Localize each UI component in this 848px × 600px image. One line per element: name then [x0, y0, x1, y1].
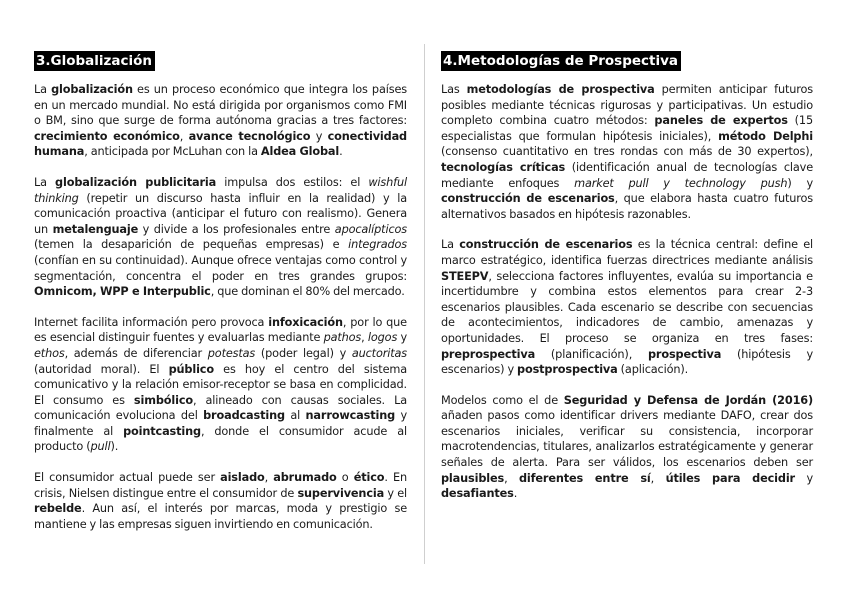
bold-term: Seguridad y Defensa de Jordán (2016): [563, 393, 813, 407]
text-run: (temen la desaparición de pequeñas empresas) e: [34, 238, 349, 252]
text-run: , además de diferenciar: [64, 346, 208, 360]
bold-term: aislado: [220, 471, 265, 485]
text-run: . Aun así, el interés por marcas, moda y prestigio se mantiene y las empresas siguen invirtiendo en comunicación.: [34, 502, 407, 531]
text-run: (15 especialistas que formulan hipótesis iniciales),: [441, 114, 813, 143]
section-heading-globalizacion: 3.Globalización: [34, 51, 155, 71]
right-column: [441, 50, 813, 517]
paragraph-1: [441, 82, 813, 222]
bold-term: método Delphi: [718, 129, 813, 143]
column-divider: [424, 44, 425, 564]
bold-term: infoxicación: [268, 315, 343, 329]
paragraph-3: [441, 393, 813, 502]
text-run: ,: [504, 471, 519, 485]
bold-term: pointcasting: [123, 424, 201, 438]
text-run: es la técnica central: define el marco estratégico, identifica fuerzas directrices mediante análisis: [441, 238, 813, 267]
text-run: (identificación anual de tecnologías clave mediante enfoques: [441, 160, 813, 190]
text-run: y finalmente al: [34, 409, 408, 438]
text-run: , donde el consumidor acude al producto (: [34, 424, 407, 454]
paragraph-1: [34, 82, 407, 160]
text-run: (consenso cuantitativo en tres rondas con más de 30 expertos),: [441, 145, 813, 159]
text-run: ,: [650, 471, 666, 485]
text-run: , por lo que es esencial distinguir fuentes y evaluarlas mediante: [34, 315, 407, 345]
text-run: , alineado con causas sociales. La comunicación evoluciona del: [34, 393, 407, 423]
italic-term: logos: [367, 331, 398, 345]
italic-term: wishful thinking: [34, 175, 407, 205]
text-run: añaden pasos como identificar drivers mediante DAFO, crear dos escenarios iniciales, verificar su consistencia, incorporar macrotendencias, titulares, analizarlos estratégicamente y generar señales de alerta. Para ser válidos, los escenarios deben ser: [441, 409, 813, 470]
text-run: ,: [361, 331, 368, 345]
bold-term: desafiantes: [441, 487, 514, 501]
bold-term: útiles para decidir: [665, 471, 795, 485]
bold-term: paneles de expertos: [654, 114, 788, 128]
text-run: Modelos como el de: [441, 393, 564, 407]
bold-term: rebelde: [34, 502, 82, 516]
text-run: (planificación),: [535, 347, 648, 361]
bold-term: diferentes entre sí: [519, 471, 651, 485]
text-run: La: [34, 175, 56, 189]
text-run: El consumidor actual puede ser: [34, 471, 221, 485]
bold-term: globalización: [51, 83, 133, 96]
paragraph-2: [441, 237, 813, 377]
text-run: ,: [179, 129, 189, 143]
italic-term: market pull y technology push: [574, 176, 788, 190]
bold-term: conectividad humana: [34, 129, 407, 159]
bold-term: construcción de escenarios: [459, 238, 633, 252]
bold-term: broadcasting: [203, 409, 285, 423]
text-run: , que elabora hasta cuatro futuros alternativos basados en hipótesis razonables.: [441, 192, 813, 221]
italic-term: ethos: [34, 346, 65, 360]
italic-term: pull: [90, 440, 111, 454]
bold-term: construcción de escenarios: [441, 192, 615, 206]
text-run: permiten anticipar futuros posibles mediante técnicas rigurosas y participativas. Un estudio completo combina cuatro métodos:: [441, 83, 813, 128]
text-run: (repetir un discurso hasta influir en la realidad) y la comunicación proactiva (anticipar el futuro con realismo). Genera un: [34, 191, 407, 236]
text-run: es hoy el centro del sistema comunicativo y la relación emisor-receptor se basa en complicidad. El consumo es: [34, 362, 407, 407]
text-run: y: [397, 331, 408, 345]
bold-term: postprospectiva: [517, 363, 618, 377]
bold-term: STEEPV: [441, 269, 489, 283]
left-column: [34, 50, 407, 547]
italic-term: pathos: [323, 331, 362, 345]
bold-term: preprospectiva: [441, 347, 536, 361]
bold-term: tecnologías críticas: [441, 160, 566, 174]
text-run: (hipótesis y escenarios) y: [441, 347, 813, 377]
bold-term: público: [168, 362, 214, 376]
bold-term: avance tecnológico: [188, 129, 311, 143]
text-run: (confían en su continuidad). Aunque ofrece ventajas como control y segmentación, concentra el poder en tres grandes grupos:: [34, 253, 407, 283]
text-run: ,: [264, 471, 274, 485]
bold-term: metodologías de prospectiva: [466, 83, 655, 96]
bold-term: plausibles: [441, 471, 505, 485]
text-run: ) y: [787, 176, 814, 190]
text-run: (poder legal) y: [255, 346, 352, 360]
bold-term: abrumado: [273, 471, 337, 485]
text-run: La: [34, 83, 52, 96]
bold-term: globalización publicitaria: [55, 175, 217, 189]
bold-term: crecimiento económico: [34, 129, 180, 143]
text-run: y: [310, 129, 328, 143]
text-run: ).: [110, 440, 119, 454]
bold-term: prospectiva: [647, 347, 722, 361]
italic-term: potestas: [207, 346, 256, 360]
text-run: impulsa dos estilos: el: [216, 175, 369, 189]
paragraph-2: [34, 175, 407, 300]
bold-term: supervivencia: [297, 486, 385, 500]
text-run: , que dominan el 80% del mercado.: [210, 285, 405, 299]
bold-term: metalenguaje: [52, 222, 139, 236]
section-heading-prospectiva: 4.Metodologías de Prospectiva: [441, 51, 681, 71]
italic-term: apocalípticos: [334, 222, 408, 236]
text-run: es un proceso económico que integra los países en un mercado mundial. No está dirigida por organismos como FMI o BM, sino que surge de forma autónoma gracias a tres factores:: [34, 83, 407, 128]
text-run: y: [794, 471, 814, 485]
italic-term: auctoritas: [351, 346, 407, 360]
text-run: , anticipada por McLuhan con la: [84, 145, 261, 159]
text-run: , selecciona factores influyentes, evalúa su importancia e incertidumbre y combina estos elementos para crear 2-3 escenarios plausibles. Cada escenario se describe con secuencias de acontecimientos, indicadores de cambio, amenazas y oportunidades. El proceso se organiza en tres fases:: [441, 269, 813, 345]
text-run: La: [441, 238, 460, 252]
text-run: (autoridad moral). El: [34, 362, 169, 376]
bold-term: ético: [353, 471, 385, 485]
bold-term: narrowcasting: [305, 409, 396, 423]
paragraph-3: [34, 315, 407, 455]
text-run: y divide a los profesionales entre: [138, 222, 335, 236]
text-run: .: [513, 487, 518, 501]
text-run: Internet facilita información pero provoca: [34, 315, 269, 329]
text-run: .: [339, 145, 343, 159]
text-run: Las: [441, 83, 467, 96]
bold-term: Aldea Global: [260, 145, 340, 159]
text-run: al: [284, 409, 306, 423]
paragraph-4: [34, 470, 407, 532]
bold-term: simbólico: [133, 393, 193, 407]
text-run: o: [336, 471, 354, 485]
text-run: y el: [384, 486, 407, 500]
italic-term: integrados: [348, 238, 407, 252]
bold-term: Omnicom, WPP e Interpublic: [34, 285, 211, 299]
text-run: . En crisis, Nielsen distingue entre el consumidor de: [34, 471, 408, 500]
text-run: (aplicación).: [617, 363, 689, 377]
